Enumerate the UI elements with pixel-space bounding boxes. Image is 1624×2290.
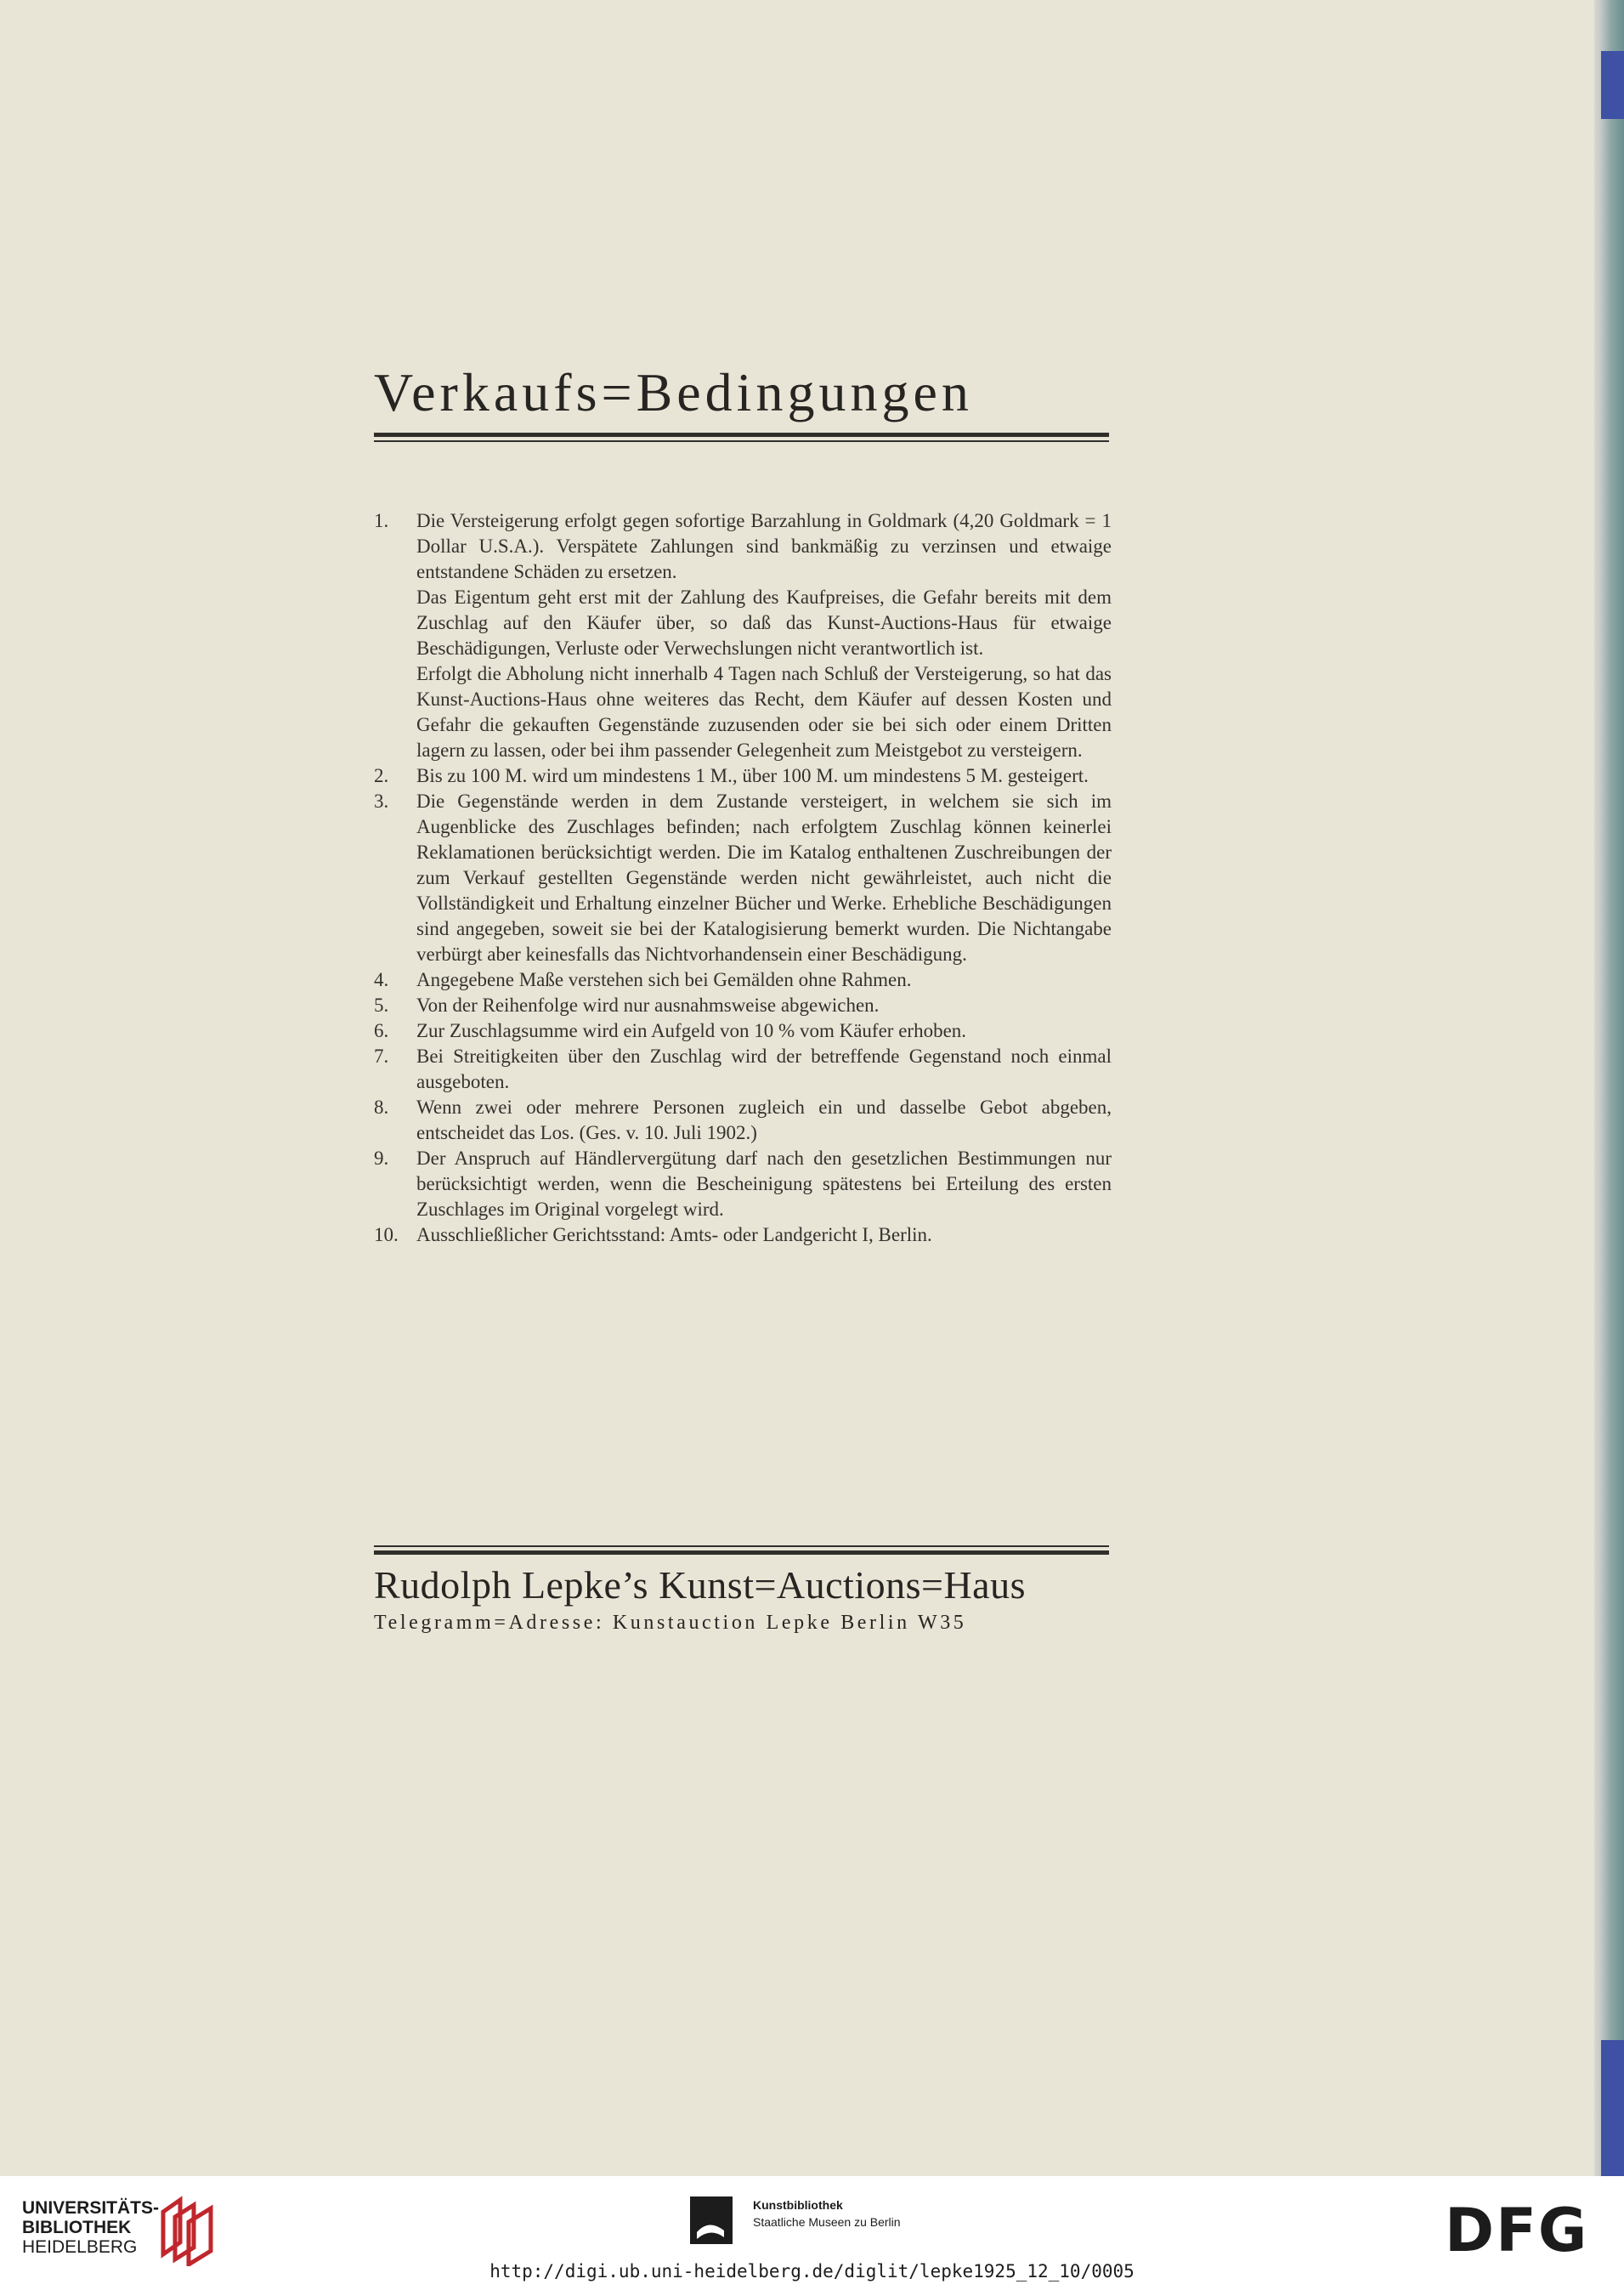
title-divider (374, 433, 1109, 442)
condition-text: Angegebene Maße verstehen sich bei Gemälden ohne Rahmen. (416, 969, 912, 990)
ub-line-3: HEIDELBERG (22, 2237, 138, 2257)
condition-text: Erfolgt die Abholung nicht innerhalb 4 Tagen nach Schluß der Versteigerung, so hat das Kunst-Auctions-Haus ohne weiteres das Recht, dem Käufer auf dessen Kosten und Gefahr die gekauften Gegenstände zuzusenden oder sie bei sich oder einem Dritten lagern zu lassen, oder bei ihm passender Gelegenheit zum Meistgebot zu versteigern. (416, 663, 1112, 761)
condition-text: Von der Reihenfolge wird nur ausnahmsweise abgewichen. (416, 995, 880, 1016)
condition-text: Wenn zwei oder mehrere Personen zugleich ein und dasselbe Gebot abgeben, entscheidet das Los. (Ges. v. 10. Juli 1902.) (416, 1097, 1112, 1143)
condition-item (374, 1095, 1112, 1146)
kunstbibliothek-logo-icon[interactable] (690, 2196, 733, 2244)
spine-color-strip (1601, 51, 1624, 119)
kb-line-1: Kunstbibliothek (753, 2198, 843, 2212)
dfg-logo[interactable]: DFG (1445, 2196, 1589, 2265)
condition-item (374, 508, 1112, 763)
condition-item (374, 1222, 1112, 1248)
condition-number: 8. (374, 1097, 389, 1118)
ub-line-1: UNIVERSITÄTS- (22, 2198, 160, 2218)
condition-number: 2. (374, 765, 389, 786)
condition-number: 5. (374, 995, 389, 1016)
ub-heidelberg-logo-icon[interactable] (158, 2188, 223, 2266)
condition-number: 1. (374, 510, 389, 531)
ub-heidelberg-wordmark[interactable] (22, 2198, 159, 2257)
condition-text: Das Eigentum geht erst mit der Zahlung des Kaufpreises, die Gefahr bereits mit dem Zuschlag auf den Käufer über, so daß das Kunst-Auctions-Haus für etwaige Beschädigungen, Verluste oder Verwechslungen nicht verantwortlich ist. (416, 587, 1112, 659)
kunstbibliothek-wordmark[interactable] (753, 2196, 901, 2230)
condition-item (374, 1146, 1112, 1222)
condition-item (374, 1044, 1112, 1095)
telegram-address: Telegramm=Adresse: Kunstauction Lepke Berlin W35 (374, 1612, 967, 1634)
condition-number: 7. (374, 1046, 389, 1067)
kb-line-2: Staatliche Museen zu Berlin (753, 2215, 901, 2229)
condition-item (374, 763, 1112, 789)
condition-item (374, 967, 1112, 993)
condition-number: 3. (374, 791, 389, 812)
permalink-url[interactable]: http://digi.ub.uni-heidelberg.de/diglit/lepke1925_12_10/0005 (489, 2261, 1135, 2281)
ub-line-2: BIBLIOTHEK (22, 2218, 132, 2237)
condition-number: 10. (374, 1224, 399, 1245)
condition-number: 6. (374, 1020, 389, 1041)
condition-text: Der Anspruch auf Händlervergütung darf nach den gesetzlichen Bestimmungen nur berücksichtigt werden, wenn die Bescheinigung spätestens bei Erteilung des ersten Zuschlages im Original vorgelegt wird. (416, 1148, 1112, 1220)
condition-text: Bis zu 100 M. wird um mindestens 1 M., über 100 M. um mindestens 5 M. gesteigert. (416, 765, 1089, 786)
book-spine-edge (1594, 0, 1624, 2176)
condition-item (374, 1018, 1112, 1044)
condition-text: Bei Streitigkeiten über den Zuschlag wird der betreffende Gegenstand noch einmal ausgeboten. (416, 1046, 1112, 1092)
page-title: Verkaufs=Bedingungen (374, 362, 973, 422)
footer-divider (374, 1545, 1109, 1555)
condition-text: Ausschließlicher Gerichtsstand: Amts- oder Landgericht I, Berlin. (416, 1224, 932, 1245)
condition-text: Zur Zuschlagsumme wird ein Aufgeld von 10 % vom Käufer erhoben. (416, 1020, 967, 1041)
conditions-list (374, 508, 1112, 1248)
condition-number: 9. (374, 1148, 389, 1169)
condition-item (374, 993, 1112, 1018)
condition-number: 4. (374, 969, 389, 990)
condition-text: Die Versteigerung erfolgt gegen sofortige Barzahlung in Goldmark (4,20 Goldmark = 1 Dollar U.S.A.). Verspätete Zahlungen sind bankmäßig zu verzinsen und etwaige entstandene Schäden zu ersetzen. (416, 510, 1112, 582)
firm-name: Rudolph Lepke’s Kunst=Auctions=Haus (374, 1563, 1026, 1607)
condition-text: Die Gegenstände werden in dem Zustande versteigert, in welchem sie sich im Augenblicke des Zuschlages befinden; nach erfolgtem Zuschlag können keinerlei Reklamationen berücksichtigt werden. Die im Katalog enthaltenen Zuschreibungen der zum Verkauf gestellten Gegenstände werden nicht gewährleistet, auch nicht die Vollständigkeit und Erhaltung einzelner Bücher und Werke. Erhebliche Beschädigungen sind angegeben, soweit sie bei der Katalogisierung bemerkt wurden. Die Nichtangabe verbürgt aber keinesfalls das Nichtvorhandensein einer Beschädigung. (416, 791, 1112, 965)
condition-item (374, 789, 1112, 967)
spine-color-strip (1601, 2040, 1624, 2176)
